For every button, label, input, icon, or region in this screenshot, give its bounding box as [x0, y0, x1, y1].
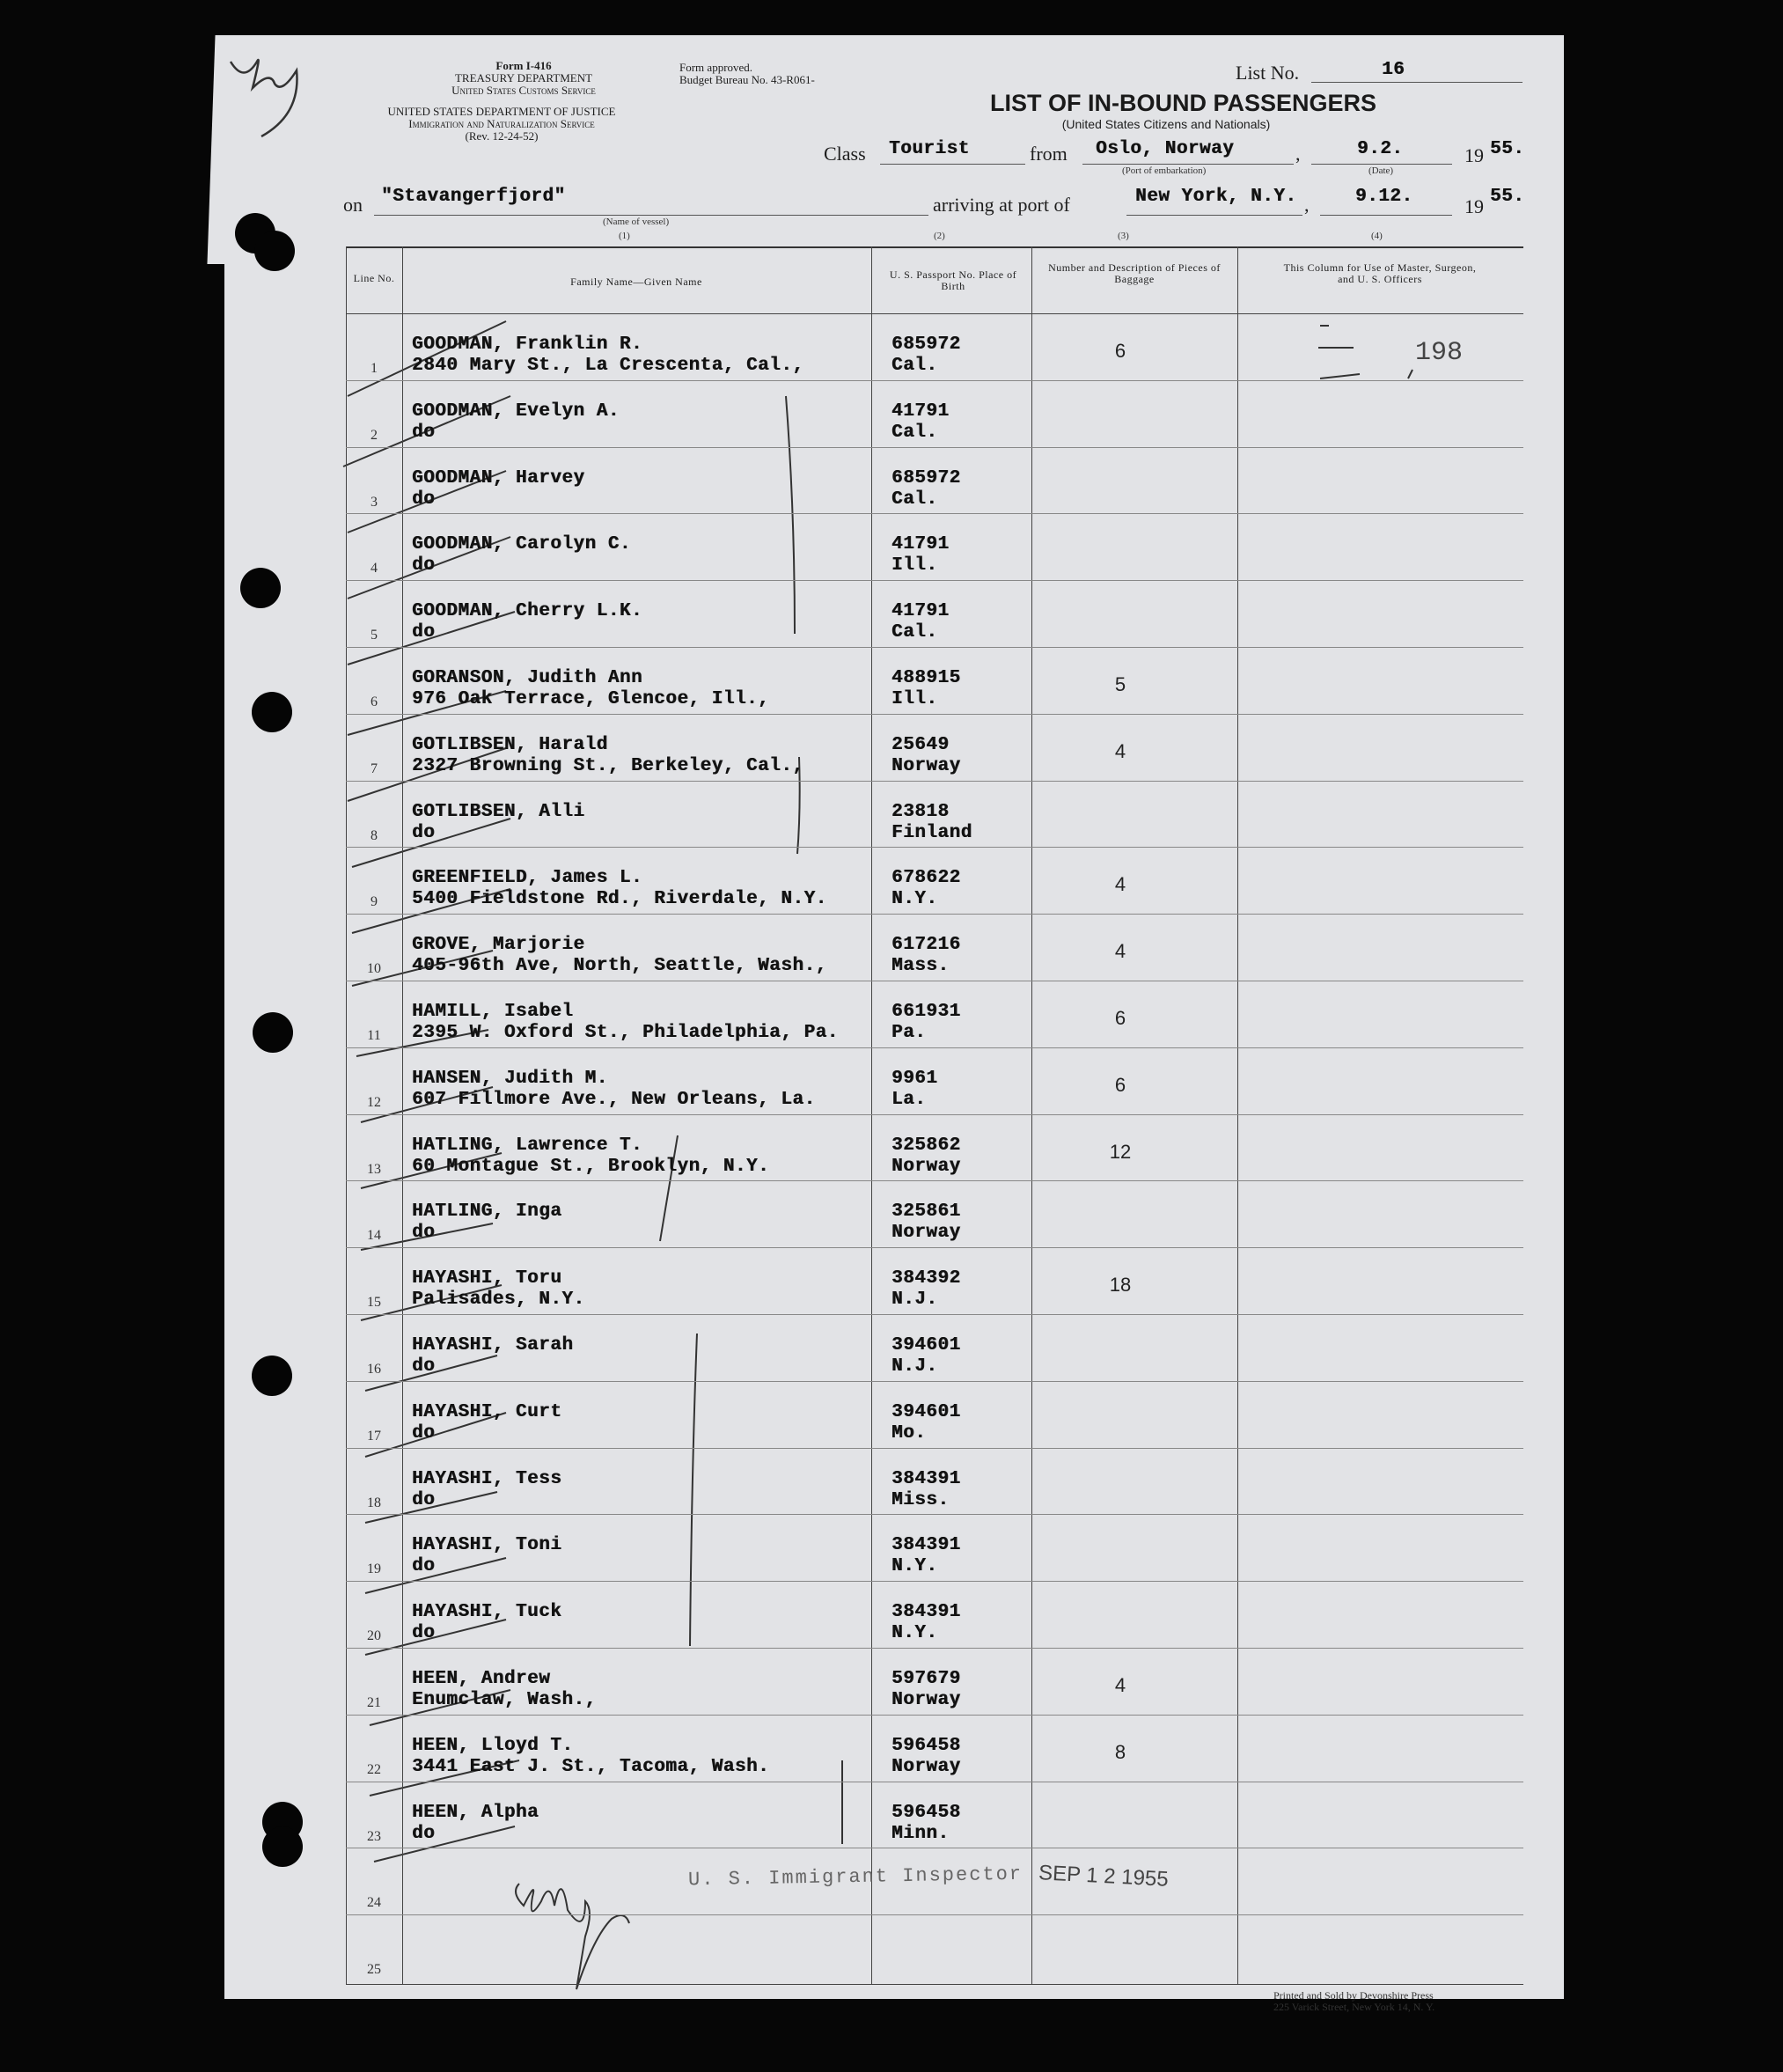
passenger-name: HAMILL, Isabel	[412, 1002, 574, 1022]
place-of-birth: Pa.	[892, 1023, 927, 1043]
table-row	[346, 1648, 1523, 1715]
inspector-signature	[502, 1868, 595, 1899]
passport-number: 488915	[892, 668, 961, 688]
passenger-address: Enumclaw, Wash.,	[412, 1690, 597, 1710]
line-number: 17	[367, 1428, 381, 1444]
line-number: 25	[367, 1962, 381, 1978]
port-of-embarkation: Oslo, Norway	[1096, 139, 1235, 159]
table-row	[346, 1448, 1523, 1515]
table-row	[346, 1381, 1523, 1448]
table-row	[346, 1047, 1523, 1114]
passenger-name: GOODMAN, Cherry L.K.	[412, 601, 643, 622]
col-header-passport: U. S. Passport No. Place of Birth	[889, 268, 1017, 292]
table-row	[346, 313, 1523, 380]
baggage-count: 6	[1114, 1007, 1126, 1029]
passport-number: 384391	[892, 1468, 961, 1489]
passport-number: 394601	[892, 1335, 961, 1356]
table-row	[346, 981, 1523, 1047]
passenger-name: HAYASHI, Toni	[412, 1535, 562, 1556]
table-row	[346, 1180, 1523, 1247]
table-row	[346, 1715, 1523, 1782]
line-number: 12	[367, 1094, 381, 1110]
col-header-baggage: Number and Description of Pieces of Baggage	[1048, 261, 1221, 285]
table-row	[346, 647, 1523, 714]
arrival-date: 9.12.	[1355, 187, 1413, 207]
passenger-name: HANSEN, Judith M.	[412, 1068, 608, 1089]
line-number: 21	[367, 1695, 381, 1710]
customs-service: United States Customs Service	[451, 84, 596, 97]
passenger-name: GOODMAN, Harvey	[412, 467, 585, 489]
passenger-name: GOODMAN, Carolyn C.	[412, 534, 631, 555]
vessel-name: "Stavangerfjord"	[381, 187, 566, 207]
year-prefix-2: 19	[1464, 195, 1484, 217]
treasury-department: TREASURY DEPARTMENT	[454, 71, 593, 84]
passport-number: 384392	[892, 1268, 961, 1289]
list-no: 16	[1382, 60, 1405, 80]
form-subtitle: (United States Citizens and Nationals)	[1061, 117, 1271, 131]
baggage-count: 12	[1109, 1140, 1132, 1163]
passenger-address: do	[412, 1223, 436, 1244]
table-row	[346, 1914, 1523, 1981]
year-prefix: 19	[1464, 144, 1484, 166]
passenger-address: 5400 Fieldstone Rd., Riverdale, N.Y.	[412, 889, 827, 910]
table-row	[346, 847, 1523, 914]
passenger-address: do	[412, 1623, 436, 1644]
line-number: 2	[371, 427, 378, 443]
form-title: LIST OF IN-BOUND PASSENGERS	[990, 90, 1377, 116]
passport-number: 685972	[892, 467, 961, 489]
passport-number: 325862	[892, 1135, 961, 1156]
printer-line-1: Printed and Sold by Devonshire Press	[1273, 1989, 1434, 2002]
line-number: 5	[371, 628, 378, 643]
passport-number: 661931	[892, 1002, 961, 1022]
passenger-name: HAYASHI, Tess	[412, 1468, 562, 1489]
budget-bureau: Budget Bureau No. 43-R061-	[679, 73, 815, 86]
passenger-name: GOTLIBSEN, Harald	[412, 734, 608, 755]
line-number: 16	[367, 1362, 381, 1377]
table-row	[346, 380, 1523, 447]
place-of-birth: Ill.	[892, 555, 938, 577]
from-label: from	[1030, 143, 1068, 165]
arriving-label: arriving at port of	[933, 194, 1070, 216]
place-of-birth: N.J.	[892, 1356, 938, 1377]
passenger-name: GOODMAN, Evelyn A.	[412, 400, 620, 422]
col-header-officers: This Column for Use of Master, Surgeon, and U. S. Officers	[1283, 261, 1477, 285]
line-number: 23	[367, 1828, 381, 1844]
place-of-birth: Finland	[892, 822, 972, 843]
passenger-name: HAYASHI, Curt	[412, 1401, 562, 1422]
arrival-year: 55.	[1490, 187, 1525, 207]
place-of-birth: N.Y.	[892, 1623, 938, 1644]
passenger-name: GOODMAN, Franklin R.	[412, 334, 643, 355]
passenger-address: do	[412, 489, 436, 510]
baggage-count: 4	[1114, 940, 1126, 963]
passport-number: 384391	[892, 1535, 961, 1556]
table-row	[346, 914, 1523, 981]
place-of-birth: Norway	[892, 1756, 961, 1777]
place-of-birth: Norway	[892, 1690, 961, 1710]
passenger-address: do	[412, 1556, 436, 1577]
table-row	[346, 1114, 1523, 1181]
passenger-name: GREENFIELD, James L.	[412, 868, 643, 889]
passport-number: 617216	[892, 935, 961, 956]
table-row	[346, 447, 1523, 514]
col-header-name: Family Name—Given Name	[570, 276, 702, 288]
passport-number: 41791	[892, 400, 950, 422]
passenger-name: HAYASHI, Toru	[412, 1268, 562, 1289]
place-of-birth: Ill.	[892, 689, 938, 709]
baggage-count: 4	[1114, 1674, 1126, 1696]
embarkation-year: 55.	[1490, 139, 1525, 159]
passenger-name: HEEN, Alpha	[412, 1802, 539, 1823]
line-number: 1	[371, 361, 378, 376]
table-row	[346, 1581, 1523, 1648]
embarkation-date: 9.2.	[1357, 139, 1404, 159]
table-row	[346, 1247, 1523, 1314]
passenger-address: do	[412, 1823, 436, 1844]
line-number: 20	[367, 1628, 381, 1644]
passenger-address: do	[412, 555, 436, 577]
baggage-count: 6	[1114, 340, 1126, 362]
passenger-address: 976 Oak Terrace, Glencoe, Ill.,	[412, 689, 770, 709]
table-row	[346, 714, 1523, 781]
place-of-birth: Cal.	[892, 422, 938, 443]
list-no-label: List No.	[1236, 62, 1300, 84]
passenger-name: HATLING, Lawrence T.	[412, 1135, 643, 1156]
port-of-arrival: New York, N.Y.	[1135, 187, 1297, 207]
line-number: 8	[371, 827, 378, 843]
col-number-4: (4)	[1371, 231, 1383, 241]
baggage-count: 5	[1114, 673, 1126, 695]
baggage-count: 4	[1114, 739, 1126, 762]
passenger-address: 3441 East J. St., Tacoma, Wash.	[412, 1756, 770, 1777]
form-approved: Form approved.	[679, 61, 753, 74]
passport-number: 394601	[892, 1401, 961, 1422]
table-row	[346, 513, 1523, 580]
col-number-1: (1)	[619, 231, 630, 241]
line-number: 19	[367, 1561, 381, 1577]
passenger-address: do	[412, 1422, 436, 1444]
passenger-address: 2327 Browning St., Berkeley, Cal.,	[412, 755, 804, 776]
passport-number: 41791	[892, 601, 950, 622]
line-number: 4	[371, 561, 378, 577]
place-of-birth: Mass.	[892, 956, 950, 977]
baggage-count: 8	[1114, 1740, 1126, 1763]
place-of-birth: Norway	[892, 1156, 961, 1177]
col-number-2: (2)	[934, 231, 945, 241]
date-caption: (Date)	[1368, 165, 1394, 176]
place-of-birth: La.	[892, 1089, 927, 1110]
passenger-address: do	[412, 622, 436, 643]
printer-line-2: 225 Varick Street, New York 14, N. Y.	[1273, 2001, 1435, 2013]
passenger-address: do	[412, 822, 436, 843]
passenger-address: 405-96th Ave, North, Seattle, Wash.,	[412, 956, 827, 977]
line-number: 10	[367, 961, 381, 977]
passenger-address: 607 Fillmore Ave., New Orleans, La.	[412, 1089, 816, 1110]
baggage-count: 18	[1109, 1274, 1132, 1297]
passport-number: 23818	[892, 801, 950, 822]
line-number: 15	[367, 1295, 381, 1311]
table-row	[346, 1314, 1523, 1381]
passenger-name: GORANSON, Judith Ann	[412, 668, 643, 688]
revision-date: (Rev. 12-24-52)	[465, 129, 539, 143]
place-of-birth: N.Y.	[892, 889, 938, 910]
on-label: on	[343, 194, 363, 216]
passport-number: 325861	[892, 1201, 961, 1223]
passenger-address: do	[412, 422, 436, 443]
passenger-name: GOTLIBSEN, Alli	[412, 801, 585, 822]
passport-number: 685972	[892, 334, 961, 355]
col-header-line-no: Line No.	[353, 272, 395, 284]
line-number: 14	[367, 1228, 381, 1244]
passenger-address: 60 Montague St., Brooklyn, N.Y.	[412, 1156, 770, 1177]
place-of-birth: Miss.	[892, 1489, 950, 1510]
line-number: 6	[371, 694, 378, 709]
table-row	[346, 580, 1523, 647]
form-number: Form I-416	[495, 59, 552, 72]
line-number: 9	[371, 894, 378, 910]
justice-department: UNITED STATES DEPARTMENT OF JUSTICE	[387, 105, 616, 118]
place-of-birth: Cal.	[892, 356, 938, 376]
place-of-birth: Cal.	[892, 622, 938, 643]
passenger-name: HAYASHI, Sarah	[412, 1335, 574, 1356]
baggage-count: 4	[1114, 873, 1126, 896]
immigration-service: Immigration and Naturalization Service	[408, 117, 595, 130]
col-number-3: (3)	[1118, 231, 1129, 241]
passenger-name: HATLING, Inga	[412, 1201, 562, 1223]
passport-number: 384391	[892, 1602, 961, 1623]
passenger-address: do	[412, 1489, 436, 1510]
line-number: 11	[367, 1028, 381, 1043]
line-number: 18	[367, 1495, 381, 1510]
passenger-address: 2840 Mary St., La Crescenta, Cal.,	[412, 356, 804, 376]
passport-number: 678622	[892, 868, 961, 889]
passport-number: 596458	[892, 1735, 961, 1756]
passport-number: 596458	[892, 1802, 961, 1823]
place-of-birth: Norway	[892, 1223, 961, 1244]
passport-number: 597679	[892, 1669, 961, 1689]
line-number: 24	[367, 1895, 381, 1911]
place-of-birth: Cal.	[892, 489, 938, 510]
passenger-address: 2395 W. Oxford St., Philadelphia, Pa.	[412, 1023, 839, 1043]
passenger-name: HEEN, Andrew	[412, 1669, 551, 1689]
table-row	[346, 1782, 1523, 1848]
place-of-birth: N.J.	[892, 1289, 938, 1311]
place-of-birth: Mo.	[892, 1422, 927, 1444]
passenger-name: GROVE, Marjorie	[412, 935, 585, 956]
vessel-caption: (Name of vessel)	[603, 217, 670, 227]
place-of-birth: Minn.	[892, 1823, 950, 1844]
passport-number: 25649	[892, 734, 950, 755]
passenger-name: HEEN, Lloyd T.	[412, 1735, 574, 1756]
table-row	[346, 781, 1523, 848]
line-number: 7	[371, 760, 378, 776]
inspector-title: U. S. Immigrant Inspector	[687, 1863, 1024, 1892]
table-row	[346, 1514, 1523, 1581]
place-of-birth: Norway	[892, 755, 961, 776]
inspection-stamp-date: SEP 1 2 1955	[1038, 1861, 1170, 1892]
line-number: 13	[367, 1161, 381, 1177]
class-label: Class	[824, 143, 866, 165]
officer-stamp: 198	[1415, 338, 1464, 368]
baggage-count: 6	[1114, 1073, 1126, 1096]
line-number: 22	[367, 1761, 381, 1777]
passenger-name: HAYASHI, Tuck	[412, 1602, 562, 1623]
passport-number: 9961	[892, 1068, 938, 1089]
passport-number: 41791	[892, 534, 950, 555]
place-of-birth: N.Y.	[892, 1556, 938, 1577]
passenger-address: do	[412, 1356, 436, 1377]
passenger-address: Palisades, N.Y.	[412, 1289, 585, 1311]
line-number: 3	[371, 494, 378, 510]
class-value: Tourist	[889, 139, 970, 159]
port-embarkation-caption: (Port of embarkation)	[1122, 165, 1207, 176]
passenger-table	[346, 246, 1523, 1985]
